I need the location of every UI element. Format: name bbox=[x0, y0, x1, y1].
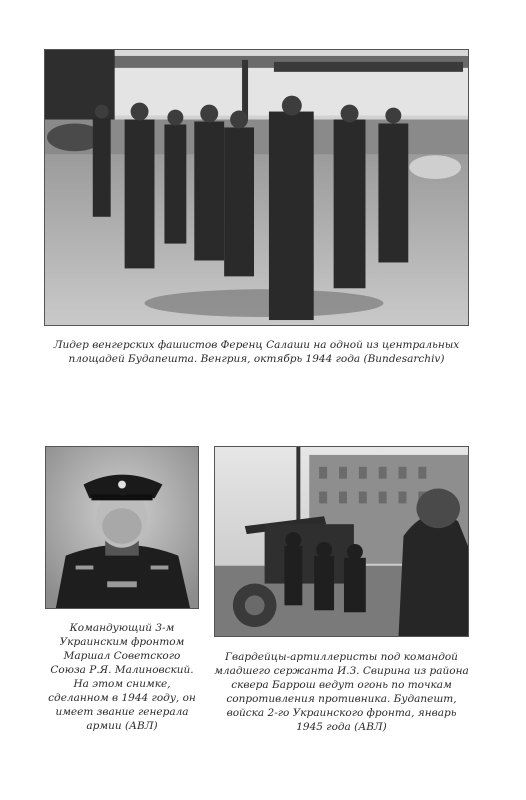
caption-line: армии (АВЛ) bbox=[86, 720, 158, 732]
artillery-crew-photo bbox=[214, 446, 469, 637]
street-march-illustration bbox=[45, 50, 468, 325]
caption-artillery-crew bbox=[214, 650, 469, 734]
caption-line: площадей Будапешта. Венгрия, октябрь 1944 года (Bundesarchiv) bbox=[68, 353, 445, 365]
caption-line: Союза Р.Я. Малиновский. bbox=[50, 664, 194, 676]
caption-line: Украинским фронтом bbox=[59, 636, 185, 648]
caption-line: сопротивления противника. Будапешт, bbox=[226, 693, 457, 705]
officer-portrait-photo bbox=[45, 446, 199, 609]
caption-line: Гвардейцы-артиллеристы под командой bbox=[225, 651, 458, 663]
street-march-photo bbox=[44, 49, 469, 326]
caption-line: Лидер венгерских фашистов Ференц Салаши на одной из центральных bbox=[53, 339, 460, 351]
caption-line: младшего сержанта И.З. Свирина из района bbox=[214, 665, 469, 677]
caption-line: сквера Баррош ведут огонь по точкам bbox=[231, 679, 452, 691]
caption-line: войска 2-го Украинского фронта, январь bbox=[226, 707, 457, 719]
caption-line: На этом снимке, bbox=[73, 678, 171, 690]
officer-portrait-illustration bbox=[46, 447, 198, 608]
caption-line: Маршал Советского bbox=[63, 650, 181, 662]
caption-street-march bbox=[44, 338, 469, 366]
artillery-crew-illustration bbox=[215, 447, 468, 636]
caption-line: имеет звание генерала bbox=[55, 706, 189, 718]
caption-officer-portrait bbox=[36, 621, 208, 733]
caption-line: Командующий 3-м bbox=[69, 622, 175, 634]
caption-line: сделанном в 1944 году, он bbox=[48, 692, 196, 704]
caption-line: 1945 года (АВЛ) bbox=[296, 721, 387, 733]
